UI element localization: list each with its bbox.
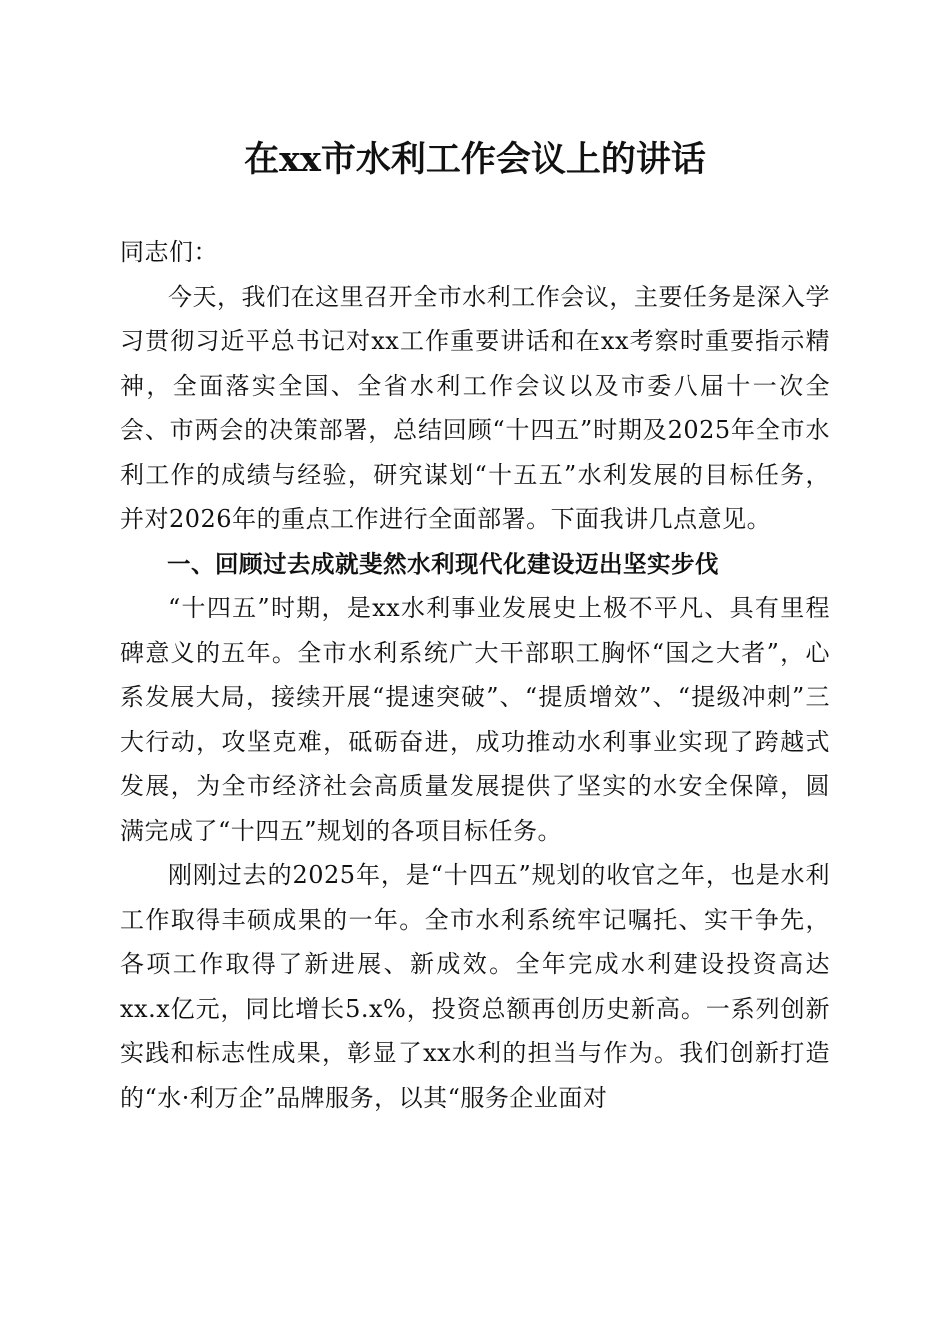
document-title: 在xx市水利工作会议上的讲话 — [244, 139, 706, 180]
section-paragraph: 刚刚过去的2025年，是“十四五”规划的收官之年，也是水利工作取得丰硕成果的一年。全市水利系统牢记嘱托、实干争先，各项工作取得了新进展、新成效。全年完成水利建设投资高达xx.x亿元，同比增长5.x%，投资总额再创历史新高。一系列创新实践和标志性成果，彰显了xx水利的担当与作为。我们创新打造的“水·利万企”品牌服务，以其“服务企业面对 — [120, 861, 830, 1112]
section-paragraph: “十四五”时期，是xx水利事业发展史上极不平凡、具有里程碑意义的五年。全市水利系统广大干部职工胸怀“国之大者”，心系发展大局，接续开展“提速突破”、“提质增效”、“提级冲刺”三大行动，攻坚克难，砥砺奋进，成功推动水利事业实现了跨越式发展，为全市经济社会高质量发展提供了坚实的水安全保障，圆满完成了“十四五”规划的各项目标任务。 — [120, 594, 830, 845]
document-body — [120, 230, 830, 1120]
intro-paragraph: 今天，我们在这里召开全市水利工作会议，主要任务是深入学习贯彻习近平总书记对xx工作重要讲话和在xx考察时重要指示精神，全面落实全国、全省水利工作会议以及市委八届十一次全会、市两会的决策部署，总结回顾“十四五”时期及2025年全市水利工作的成绩与经验，研究谋划“十五五”水利发展的目标任务，并对2026年的重点工作进行全面部署。下面我讲几点意见。 — [120, 282, 830, 533]
section-heading: 一、回顾过去成就斐然水利现代化建设迈出坚实步伐 — [167, 549, 719, 578]
salutation: 同志们： — [120, 238, 218, 266]
